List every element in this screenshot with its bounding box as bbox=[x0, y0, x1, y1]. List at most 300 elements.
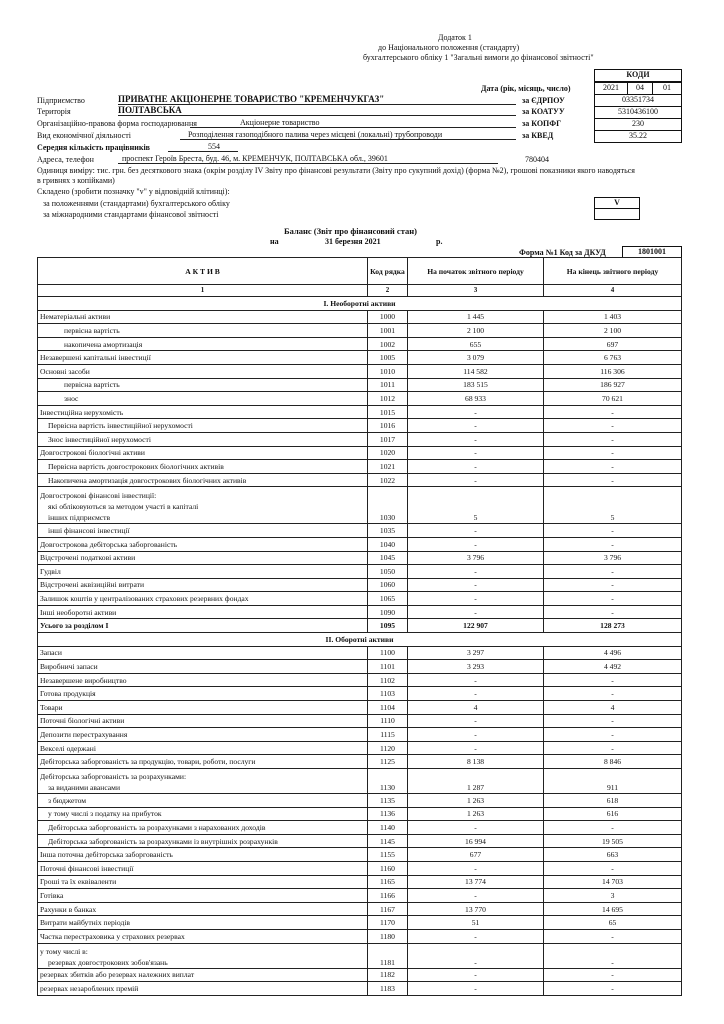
row-label bbox=[38, 337, 368, 351]
value-begin: - bbox=[408, 524, 544, 538]
value-begin: - bbox=[408, 687, 544, 701]
row-label-text: Накопичена амортизація довгострокових біологічних активів bbox=[48, 475, 247, 485]
value-begin: 2 100 bbox=[408, 324, 544, 338]
codes-header: КОДИ bbox=[594, 69, 682, 82]
row-label-text: Відстрочені аквізиційні витрати bbox=[40, 580, 145, 590]
row-code: 1183 bbox=[368, 982, 408, 996]
value-begin: 183 515 bbox=[408, 378, 544, 392]
row-code: 1155 bbox=[368, 848, 408, 862]
table-row bbox=[38, 392, 682, 406]
row-label bbox=[38, 378, 368, 392]
row-label-text: Гудвіл bbox=[40, 566, 61, 576]
value-begin: - bbox=[408, 943, 544, 968]
appendix-line-2: до Національного положення (стандарту) bbox=[378, 43, 520, 52]
value-begin: - bbox=[408, 741, 544, 755]
value-begin: 68 933 bbox=[408, 392, 544, 406]
row-code: 1110 bbox=[368, 714, 408, 728]
row-label-text: Дебіторська заборгованість за розрахунками із внутрішніх розрахунків bbox=[48, 836, 278, 846]
value-end: - bbox=[544, 943, 682, 968]
section-title: II. Оборотні активи bbox=[38, 633, 682, 647]
koatuu-label: за КОАТУУ bbox=[522, 107, 565, 116]
address-value: проспект Героїв Бреста, буд. 46, м. КРЕМЕНЧУК, ПОЛТАВСЬКА обл., 39601 bbox=[118, 154, 498, 164]
value-begin: - bbox=[408, 578, 544, 592]
row-label bbox=[38, 821, 368, 835]
table-row bbox=[38, 432, 682, 446]
row-label bbox=[38, 834, 368, 848]
row-code: 1050 bbox=[368, 565, 408, 579]
row-label bbox=[38, 392, 368, 406]
value-begin: 51 bbox=[408, 916, 544, 930]
value-end: - bbox=[544, 605, 682, 619]
row-label-subtext: за виданими авансами bbox=[48, 783, 121, 792]
kved-label: за КВЕД bbox=[522, 131, 554, 140]
table-row bbox=[38, 741, 682, 755]
value-end: - bbox=[544, 565, 682, 579]
index-2: 2 bbox=[368, 285, 408, 297]
row-label-text: резервах збитків або резервах належних виплат bbox=[40, 970, 195, 980]
row-label-text: Первісна вартість довгострокових біологічних активів bbox=[48, 461, 224, 471]
value-end: 911 bbox=[544, 769, 682, 794]
value-end: 70 621 bbox=[544, 392, 682, 406]
row-label-text: Відстрочені податкові активи bbox=[40, 553, 136, 563]
value-begin: - bbox=[408, 929, 544, 943]
value-begin: 122 907 bbox=[408, 619, 544, 633]
date-day: 01 bbox=[652, 82, 682, 95]
value-end: 116 306 bbox=[544, 364, 682, 378]
value-end: 618 bbox=[544, 794, 682, 808]
row-label-text: Довгострокова дебіторська заборгованість bbox=[40, 539, 178, 549]
row-label bbox=[38, 728, 368, 742]
form-label: Форма №1 Код за ДКУД bbox=[519, 248, 606, 257]
row-label bbox=[38, 565, 368, 579]
table-row bbox=[38, 446, 682, 460]
value-begin: 4 bbox=[408, 701, 544, 715]
row-label-text: Довгострокові біологічні активи bbox=[40, 448, 145, 458]
table-row bbox=[38, 619, 682, 633]
value-end: - bbox=[544, 929, 682, 943]
row-label-text: Основні засоби bbox=[40, 366, 90, 376]
table-row bbox=[38, 714, 682, 728]
prepared-checkbox-2[interactable] bbox=[594, 208, 640, 220]
row-label bbox=[38, 755, 368, 769]
table-row bbox=[38, 537, 682, 551]
row-label bbox=[38, 446, 368, 460]
table-row bbox=[38, 875, 682, 889]
employees-label: Середня кількість працівників bbox=[37, 143, 150, 152]
row-label bbox=[38, 524, 368, 538]
row-code: 1180 bbox=[368, 929, 408, 943]
row-label-text: Гроші та їх еквіваленти bbox=[40, 877, 117, 887]
table-row bbox=[38, 460, 682, 474]
row-label-text: резервах незароблених премій bbox=[40, 983, 139, 993]
row-label-text: первісна вартість bbox=[64, 380, 120, 390]
value-end: - bbox=[544, 405, 682, 419]
row-label-text: Депозити перестрахування bbox=[40, 730, 128, 740]
table-row bbox=[38, 551, 682, 565]
row-label-text: Поточні фінансові інвестиції bbox=[40, 863, 134, 873]
row-label bbox=[38, 537, 368, 551]
value-end: - bbox=[544, 432, 682, 446]
row-label bbox=[38, 673, 368, 687]
row-label bbox=[38, 916, 368, 930]
header-end: На кінець звітного періоду bbox=[544, 258, 682, 285]
row-label-text: Інші необоротні активи bbox=[40, 607, 117, 617]
balance-table bbox=[37, 257, 682, 996]
row-label-text: з бюджетом bbox=[48, 795, 87, 805]
value-begin: - bbox=[408, 565, 544, 579]
row-label bbox=[38, 889, 368, 903]
row-label bbox=[38, 929, 368, 943]
table-row bbox=[38, 565, 682, 579]
activity-value: Розподілення газоподібного палива через місцеві (локальні) трубопроводи bbox=[180, 130, 516, 140]
row-label bbox=[38, 432, 368, 446]
table-row bbox=[38, 687, 682, 701]
value-end: - bbox=[544, 982, 682, 996]
row-code: 1000 bbox=[368, 310, 408, 324]
kopfg-label: за КОПФГ bbox=[522, 119, 562, 128]
row-code: 1035 bbox=[368, 524, 408, 538]
value-end: - bbox=[544, 741, 682, 755]
header-begin: На початок звітного періоду bbox=[408, 258, 544, 285]
row-code: 1140 bbox=[368, 821, 408, 835]
appendix-line-1: Додаток 1 bbox=[438, 33, 472, 42]
table-row bbox=[38, 405, 682, 419]
row-label bbox=[38, 741, 368, 755]
row-code: 1021 bbox=[368, 460, 408, 474]
row-code: 1145 bbox=[368, 834, 408, 848]
row-label bbox=[38, 592, 368, 606]
value-end: 19 505 bbox=[544, 834, 682, 848]
row-label-text: Рахунки в банках bbox=[40, 904, 97, 914]
row-label-text: Інвестиційна нерухомість bbox=[40, 407, 124, 417]
row-label bbox=[38, 714, 368, 728]
prepared-option-1: за положеннями (стандартами) бухгалтерського обліку bbox=[43, 199, 230, 208]
value-end: - bbox=[544, 673, 682, 687]
table-row bbox=[38, 646, 682, 660]
row-code: 1030 bbox=[368, 487, 408, 524]
row-label-text: первісна вартість bbox=[64, 325, 120, 335]
value-end: 14 703 bbox=[544, 875, 682, 889]
report-year-suffix: р. bbox=[436, 237, 443, 246]
row-code: 1103 bbox=[368, 687, 408, 701]
entity-label: Підприємство bbox=[37, 96, 85, 105]
row-label-text: Усього за розділом I bbox=[40, 621, 109, 631]
value-begin: 114 582 bbox=[408, 364, 544, 378]
appendix-line-3: бухгалтерського обліку 1 "Загальні вимоги до фінансової звітності" bbox=[363, 53, 594, 62]
table-row bbox=[38, 728, 682, 742]
row-code: 1136 bbox=[368, 807, 408, 821]
edrpou-label: за ЄДРПОУ bbox=[522, 96, 565, 105]
value-begin: 1 263 bbox=[408, 807, 544, 821]
row-code: 1120 bbox=[368, 741, 408, 755]
value-end: - bbox=[544, 714, 682, 728]
date-label: Дата (рік, місяць, число) bbox=[481, 84, 571, 93]
value-end: 186 927 bbox=[544, 378, 682, 392]
value-end: 1 403 bbox=[544, 310, 682, 324]
value-begin: - bbox=[408, 968, 544, 982]
header-code: Код рядка bbox=[368, 258, 408, 285]
row-label-text: у тому числі з податку на прибуток bbox=[48, 809, 162, 819]
value-begin: 1 445 bbox=[408, 310, 544, 324]
value-begin: 3 297 bbox=[408, 646, 544, 660]
row-label bbox=[38, 460, 368, 474]
value-begin: - bbox=[408, 419, 544, 433]
employees-value: 554 bbox=[168, 142, 238, 152]
table-row bbox=[38, 310, 682, 324]
edrpou-code: 03351734 bbox=[594, 94, 682, 107]
value-end: - bbox=[544, 524, 682, 538]
value-begin: - bbox=[408, 537, 544, 551]
table-row bbox=[38, 337, 682, 351]
value-end: 663 bbox=[544, 848, 682, 862]
table-row bbox=[38, 578, 682, 592]
value-begin: - bbox=[408, 982, 544, 996]
value-begin: - bbox=[408, 473, 544, 487]
row-label bbox=[38, 848, 368, 862]
activity-label: Вид економічної діяльності bbox=[37, 131, 132, 140]
table-row bbox=[38, 982, 682, 996]
row-code: 1182 bbox=[368, 968, 408, 982]
value-end: - bbox=[544, 687, 682, 701]
row-label-text: Незавершене виробництво bbox=[40, 675, 127, 685]
row-label-text: накопичена амортизація bbox=[64, 339, 143, 349]
value-begin: - bbox=[408, 728, 544, 742]
table-row bbox=[38, 902, 682, 916]
value-begin: - bbox=[408, 821, 544, 835]
value-begin: 655 bbox=[408, 337, 544, 351]
row-label-subtext: які обліковуються за методом участі в капіталі bbox=[48, 502, 199, 512]
row-label bbox=[38, 660, 368, 674]
table-row bbox=[38, 473, 682, 487]
value-begin: 13 774 bbox=[408, 875, 544, 889]
form-code: 1801001 bbox=[622, 246, 682, 258]
row-label-text: Товари bbox=[40, 702, 63, 712]
row-code: 1020 bbox=[368, 446, 408, 460]
legal-form-label: Організаційно-правова форма господарювання bbox=[37, 119, 197, 128]
row-label-text: Частка перестраховика у страхових резервах bbox=[40, 931, 185, 941]
value-begin: - bbox=[408, 714, 544, 728]
prepared-checkbox-1[interactable]: V bbox=[594, 197, 640, 209]
row-label-text: Виробничі запаси bbox=[40, 662, 98, 672]
row-label-text: Залишок коштів у централізованих страхових резервних фондах bbox=[40, 594, 249, 604]
row-label bbox=[38, 605, 368, 619]
value-begin: - bbox=[408, 889, 544, 903]
row-label-text: Інша поточна дебіторська заборгованість bbox=[40, 850, 173, 860]
value-begin: - bbox=[408, 405, 544, 419]
row-label bbox=[38, 943, 368, 968]
value-end: - bbox=[544, 728, 682, 742]
value-begin: - bbox=[408, 861, 544, 875]
row-code: 1095 bbox=[368, 619, 408, 633]
row-label-text: Готова продукція bbox=[40, 689, 96, 699]
value-end: 4 bbox=[544, 701, 682, 715]
table-row bbox=[38, 929, 682, 943]
value-end: - bbox=[544, 861, 682, 875]
header-asset: А К Т И В bbox=[38, 258, 368, 285]
value-begin: 16 994 bbox=[408, 834, 544, 848]
row-label bbox=[38, 875, 368, 889]
value-end: 4 496 bbox=[544, 646, 682, 660]
row-label-text: Векселі одержані bbox=[40, 743, 96, 753]
row-label bbox=[38, 807, 368, 821]
row-label-text: Первісна вартість інвестиційної нерухомості bbox=[48, 421, 193, 431]
territory-value: ПОЛТАВСЬКА bbox=[118, 105, 516, 116]
value-end: 697 bbox=[544, 337, 682, 351]
row-code: 1104 bbox=[368, 701, 408, 715]
row-label-text: Дебіторська заборгованість за розрахунками: bbox=[40, 772, 187, 781]
row-label bbox=[38, 769, 368, 794]
row-label bbox=[38, 687, 368, 701]
row-code: 1170 bbox=[368, 916, 408, 930]
report-title: Баланс (Звіт про фінансовий стан) bbox=[284, 226, 417, 236]
row-label bbox=[38, 619, 368, 633]
row-code: 1102 bbox=[368, 673, 408, 687]
row-label-text: Незавершені капітальні інвестиції bbox=[40, 353, 151, 363]
value-end: - bbox=[544, 821, 682, 835]
row-code: 1011 bbox=[368, 378, 408, 392]
row-label bbox=[38, 473, 368, 487]
value-end: 128 273 bbox=[544, 619, 682, 633]
value-end: 3 bbox=[544, 889, 682, 903]
row-label bbox=[38, 405, 368, 419]
table-row bbox=[38, 769, 682, 794]
row-code: 1022 bbox=[368, 473, 408, 487]
table-row bbox=[38, 660, 682, 674]
table-row bbox=[38, 351, 682, 365]
value-end: - bbox=[544, 537, 682, 551]
value-end: 2 100 bbox=[544, 324, 682, 338]
row-label bbox=[38, 578, 368, 592]
report-date: 31 березня 2021 bbox=[325, 237, 381, 246]
row-label bbox=[38, 551, 368, 565]
value-end: - bbox=[544, 473, 682, 487]
value-begin: - bbox=[408, 460, 544, 474]
row-label-text: Довгострокові фінансові інвестиції: bbox=[40, 491, 157, 501]
row-code: 1060 bbox=[368, 578, 408, 592]
row-label bbox=[38, 646, 368, 660]
row-label-text: Витрати майбутніх періодів bbox=[40, 918, 131, 928]
table-row bbox=[38, 834, 682, 848]
value-end: 14 695 bbox=[544, 902, 682, 916]
value-begin: - bbox=[408, 432, 544, 446]
table-row bbox=[38, 419, 682, 433]
row-code: 1165 bbox=[368, 875, 408, 889]
row-code: 1016 bbox=[368, 419, 408, 433]
row-label bbox=[38, 487, 368, 524]
row-label bbox=[38, 419, 368, 433]
value-end: 4 492 bbox=[544, 660, 682, 674]
prepared-label: Складено (зробити позначку "v" у відповідній клітинці): bbox=[37, 187, 230, 196]
row-label bbox=[38, 794, 368, 808]
value-begin: 1 287 bbox=[408, 769, 544, 794]
row-label bbox=[38, 861, 368, 875]
table-row bbox=[38, 673, 682, 687]
value-end: - bbox=[544, 578, 682, 592]
row-code: 1015 bbox=[368, 405, 408, 419]
legal-form-value: Акціонерне товариство bbox=[190, 118, 516, 128]
index-3: 3 bbox=[408, 285, 544, 297]
row-label bbox=[38, 968, 368, 982]
row-label-text: Знос інвестиційної нерухомості bbox=[48, 434, 151, 444]
section-title: I. Необоротні активи bbox=[38, 297, 682, 311]
table-row bbox=[38, 364, 682, 378]
report-on-label: на bbox=[270, 237, 279, 246]
address-label: Адреса, телефон bbox=[37, 155, 94, 164]
date-month: 04 bbox=[627, 82, 653, 95]
value-begin: 677 bbox=[408, 848, 544, 862]
table-row bbox=[38, 821, 682, 835]
table-row bbox=[38, 943, 682, 968]
table-row bbox=[38, 592, 682, 606]
row-label bbox=[38, 324, 368, 338]
value-end: 616 bbox=[544, 807, 682, 821]
row-code: 1166 bbox=[368, 889, 408, 903]
value-begin: 3 796 bbox=[408, 551, 544, 565]
row-label-text: у тому числі в: bbox=[40, 946, 88, 956]
units-note: Одиниця виміру: тис. грн. без десяткового знака (окрім розділу IV Звіту про фінансові результати (Звіту про сукупний дохід) (форма №2), грошові показники якого наводяться в гривнях з копійками) bbox=[37, 166, 635, 185]
value-begin: - bbox=[408, 605, 544, 619]
row-code: 1181 bbox=[368, 943, 408, 968]
table-row bbox=[38, 848, 682, 862]
row-code: 1045 bbox=[368, 551, 408, 565]
table-row bbox=[38, 861, 682, 875]
value-begin: 8 138 bbox=[408, 755, 544, 769]
table-row bbox=[38, 755, 682, 769]
row-code: 1135 bbox=[368, 794, 408, 808]
value-begin: 3 293 bbox=[408, 660, 544, 674]
table-row bbox=[38, 701, 682, 715]
row-label-subtext: інших підприємств bbox=[48, 513, 111, 523]
value-end: - bbox=[544, 592, 682, 606]
table-row bbox=[38, 487, 682, 524]
value-begin: - bbox=[408, 446, 544, 460]
row-code: 1167 bbox=[368, 902, 408, 916]
address-phone: 780404 bbox=[525, 155, 549, 164]
territory-label: Територія bbox=[37, 107, 71, 116]
value-end: 6 763 bbox=[544, 351, 682, 365]
value-end: - bbox=[544, 968, 682, 982]
value-end: 65 bbox=[544, 916, 682, 930]
index-4: 4 bbox=[544, 285, 682, 297]
row-label-subtext: резервах довгострокових зобов'язань bbox=[48, 957, 168, 967]
value-begin: 5 bbox=[408, 487, 544, 524]
row-code: 1017 bbox=[368, 432, 408, 446]
value-end: 8 846 bbox=[544, 755, 682, 769]
table-row bbox=[38, 524, 682, 538]
prepared-option-2: за міжнародними стандартами фінансової звітності bbox=[43, 210, 219, 219]
row-label bbox=[38, 351, 368, 365]
date-year: 2021 bbox=[594, 82, 628, 95]
row-code: 1101 bbox=[368, 660, 408, 674]
table-row bbox=[38, 605, 682, 619]
row-code: 1130 bbox=[368, 769, 408, 794]
table-row bbox=[38, 378, 682, 392]
table-row bbox=[38, 968, 682, 982]
section-row bbox=[38, 297, 682, 311]
index-1: 1 bbox=[38, 285, 368, 297]
row-label bbox=[38, 364, 368, 378]
value-end: - bbox=[544, 446, 682, 460]
table-row bbox=[38, 916, 682, 930]
row-label-text: Готівка bbox=[40, 890, 64, 900]
value-begin: 1 263 bbox=[408, 794, 544, 808]
section-row bbox=[38, 633, 682, 647]
row-label bbox=[38, 701, 368, 715]
row-code: 1065 bbox=[368, 592, 408, 606]
koatuu-code: 5310436100 bbox=[594, 106, 682, 119]
value-begin: - bbox=[408, 592, 544, 606]
value-begin: 13 770 bbox=[408, 902, 544, 916]
